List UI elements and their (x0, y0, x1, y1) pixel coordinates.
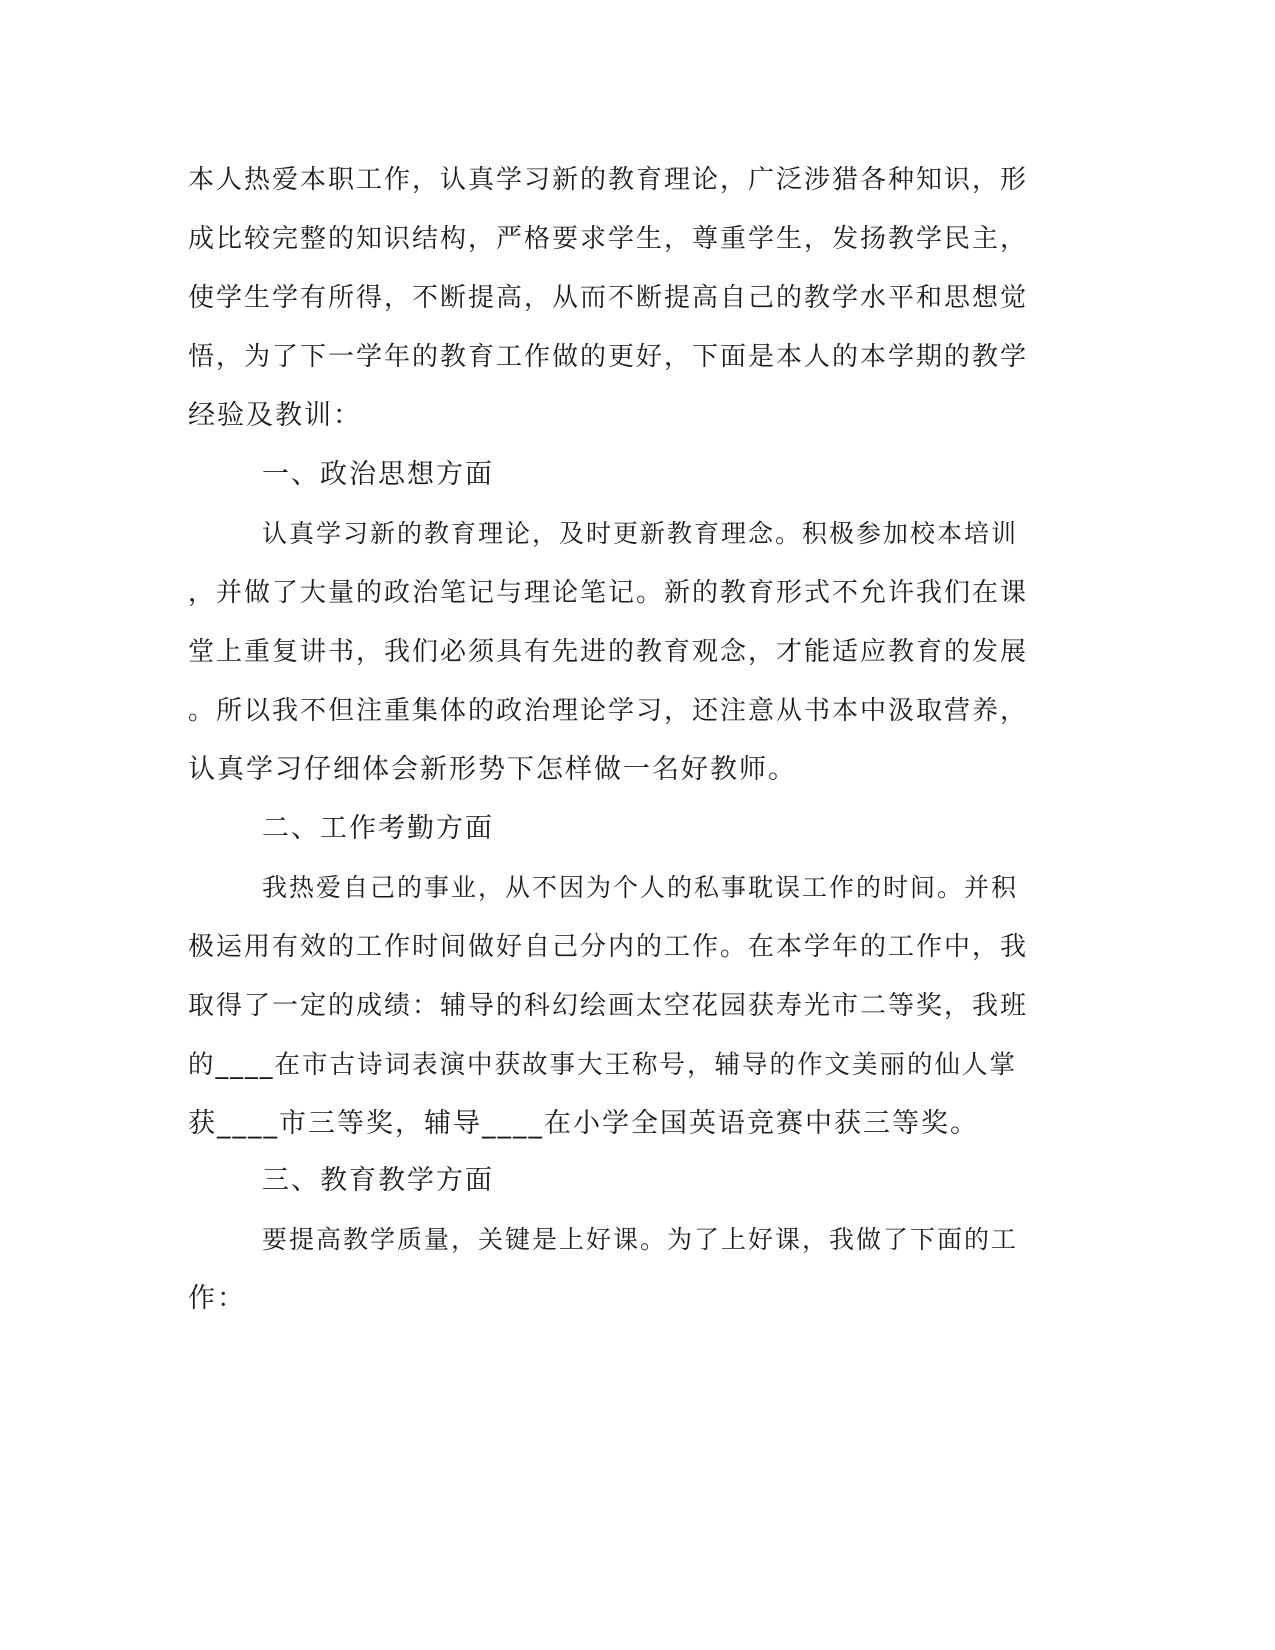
section2-line-5: 获____市三等奖，辅导____在小学全国英语竞赛中获三等奖。 (188, 1108, 979, 1139)
intro-line-3: 使学生学有所得，不断提高，从而不断提高自己的教学水平和思想觉 (188, 283, 1029, 313)
section1-line-1: 认真学习新的教育理论，及时更新教育理念。积极参加校本培训 (262, 519, 1019, 548)
section2-line-2: 极运用有效的工作时间做好自己分内的工作。在本学年的工作中，我 (188, 932, 1029, 962)
section2-line-1: 我热爱自己的事业，从不因为个人的私事耽误工作的时间。并积 (262, 873, 1019, 902)
intro-line-4: 悟，为了下一学年的教育工作做的更好，下面是本人的本学期的教学 (188, 342, 1029, 372)
section3-line-1: 要提高教学质量，关键是上好课。为了上好课，我做了下面的工 (262, 1225, 1019, 1254)
section-heading-2: 二、工作考勤方面 (262, 813, 494, 844)
section2-line-3: 取得了一定的成绩：辅导的科幻绘画太空花园获寿光市二等奖，我班 (188, 991, 1029, 1021)
section1-line-5: 认真学习仔细体会新形势下怎样做一名好教师。 (188, 754, 797, 785)
section-heading-3: 三、教育教学方面 (262, 1165, 494, 1196)
section-heading-1: 一、政治思想方面 (262, 459, 494, 490)
section1-line-2: ，并做了大量的政治笔记与理论笔记。新的教育形式不允许我们在课 (188, 578, 1029, 608)
intro-line-5: 经验及教训： (188, 400, 362, 431)
section1-line-4: 。所以我不但注重集体的政治理论学习，还注意从书本中汲取营养， (188, 696, 1029, 726)
section3-line-2: 作： (188, 1283, 246, 1314)
intro-line-2: 成比较完整的知识结构，严格要求学生，尊重学生，发扬教学民主， (188, 224, 1029, 254)
section2-line-4: 的____在市古诗词表演中获故事大王称号，辅导的作文美丽的仙人掌 (188, 1050, 1018, 1080)
section1-line-3: 堂上重复讲书，我们必须具有先进的教育观念，才能适应教育的发展 (188, 637, 1029, 667)
intro-line-1: 本人热爱本职工作，认真学习新的教育理论，广泛涉猎各种知识，形 (188, 165, 1029, 195)
